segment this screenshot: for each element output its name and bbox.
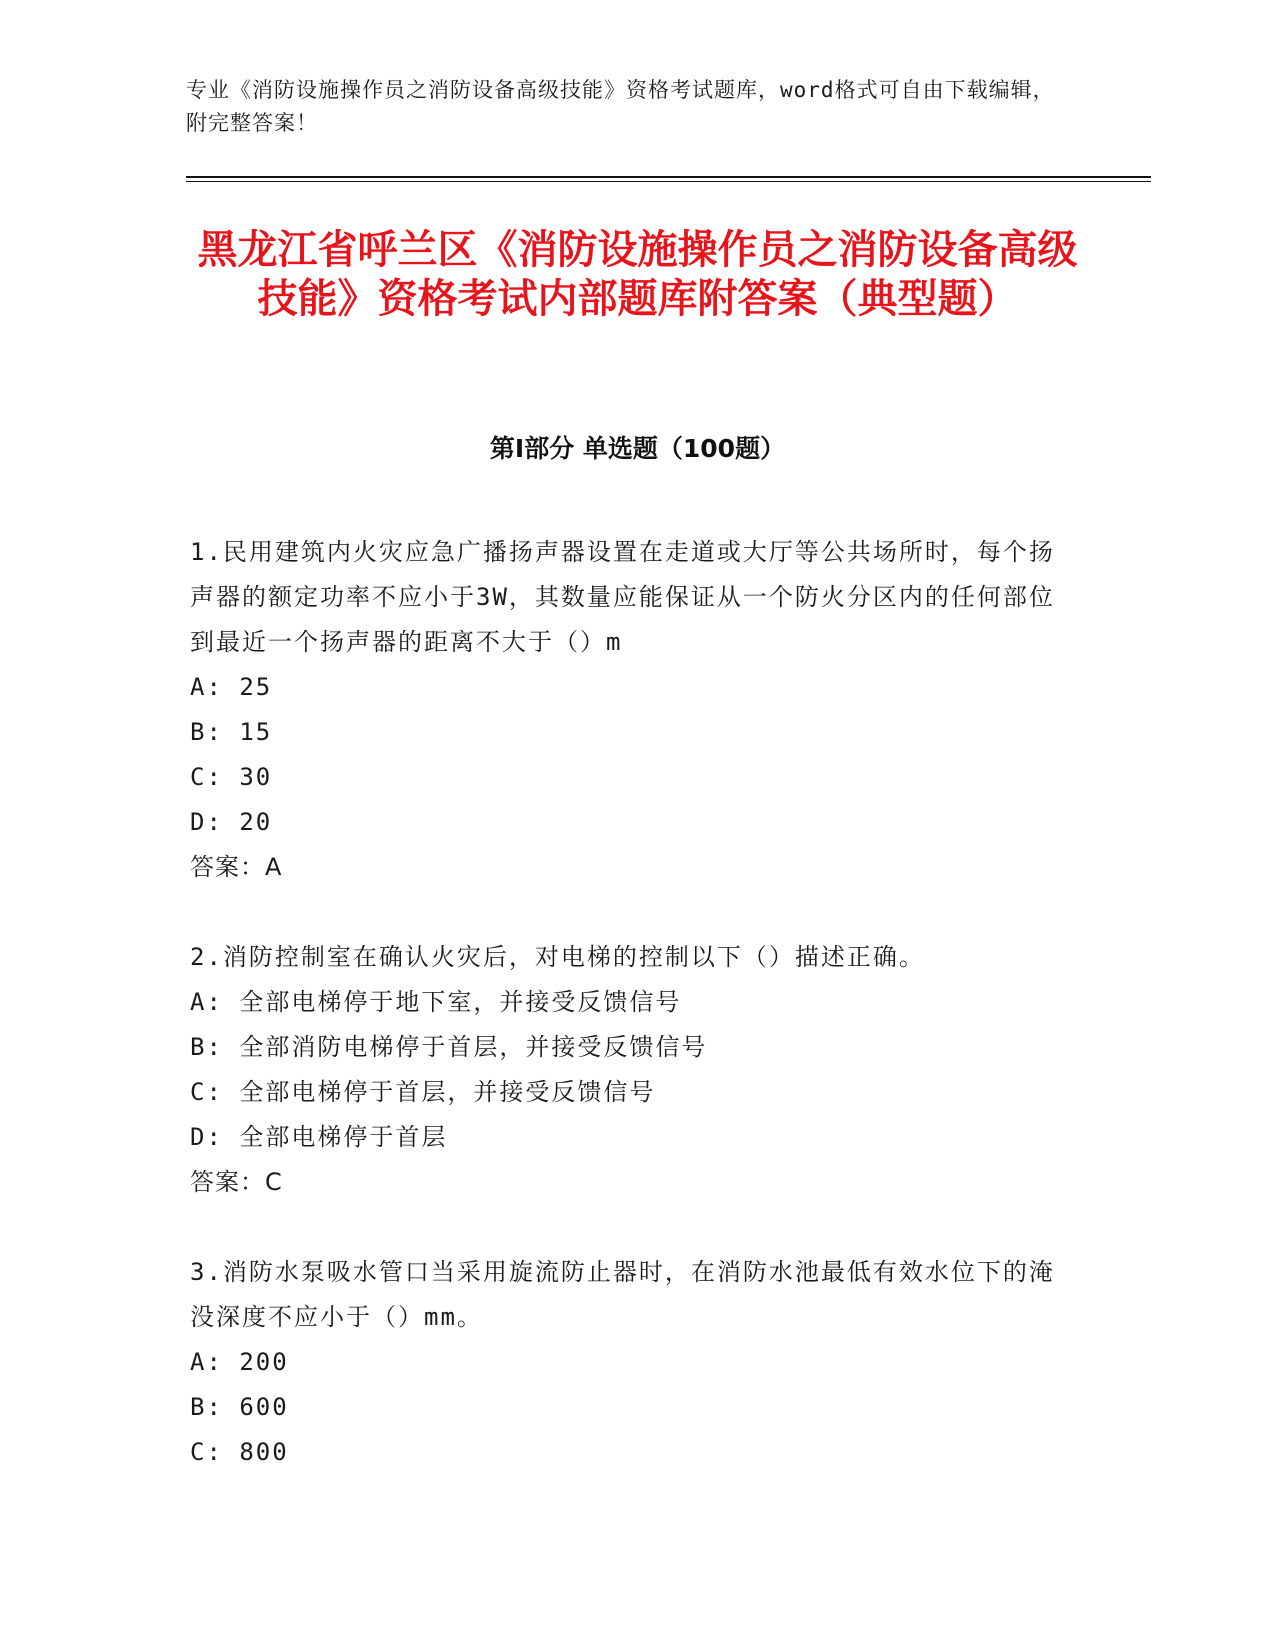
question-list bbox=[190, 530, 1070, 1520]
header-rule-thick bbox=[186, 176, 1151, 178]
section-heading: 第I部分 单选题（100题） bbox=[489, 434, 786, 463]
option-c: C: 800 bbox=[190, 1438, 289, 1466]
option-a: A: 全部电梯停于地下室，并接受反馈信号 bbox=[190, 988, 682, 1016]
question-stem: 3.消防水泵吸水管口当采用旋流防止器时，在消防水池最低有效水位下的淹没深度不应小于（）mm。 bbox=[190, 1258, 1055, 1331]
option-b: B: 600 bbox=[190, 1393, 289, 1421]
question-2 bbox=[190, 935, 1070, 1205]
answer-line: 答案：C bbox=[190, 1168, 283, 1196]
question-stem: 1.民用建筑内火灾应急广播扬声器设置在走道或大厅等公共场所时，每个扬声器的额定功率不应小于3W，其数量应能保证从一个防火分区内的任何部位到最近一个扬声器的距离不大于（）m bbox=[190, 538, 1055, 656]
option-b: B: 全部消防电梯停于首层，并接受反馈信号 bbox=[190, 1033, 708, 1061]
option-b: B: 15 bbox=[190, 718, 273, 746]
header-note: 专业《消防设施操作员之消防设备高级技能》资格考试题库，word格式可自由下载编辑，附完整答案！ bbox=[186, 78, 1055, 135]
answer-line: 答案：A bbox=[190, 853, 283, 881]
option-c: C: 全部电梯停于首层，并接受反馈信号 bbox=[190, 1078, 656, 1106]
question-3 bbox=[190, 1250, 1070, 1475]
option-a: A: 25 bbox=[190, 673, 273, 701]
question-1 bbox=[190, 530, 1070, 890]
header-rule-thin bbox=[186, 181, 1151, 182]
option-a: A: 200 bbox=[190, 1348, 289, 1376]
option-d: D: 全部电梯停于首层 bbox=[190, 1123, 448, 1151]
document-title: 黑龙江省呼兰区《消防设施操作员之消防设备高级技能》资格考试内部题库附答案（典型题） bbox=[197, 227, 1078, 322]
option-d: D: 20 bbox=[190, 808, 273, 836]
question-stem: 2.消防控制室在确认火灾后，对电梯的控制以下（）描述正确。 bbox=[190, 943, 925, 971]
option-c: C: 30 bbox=[190, 763, 273, 791]
